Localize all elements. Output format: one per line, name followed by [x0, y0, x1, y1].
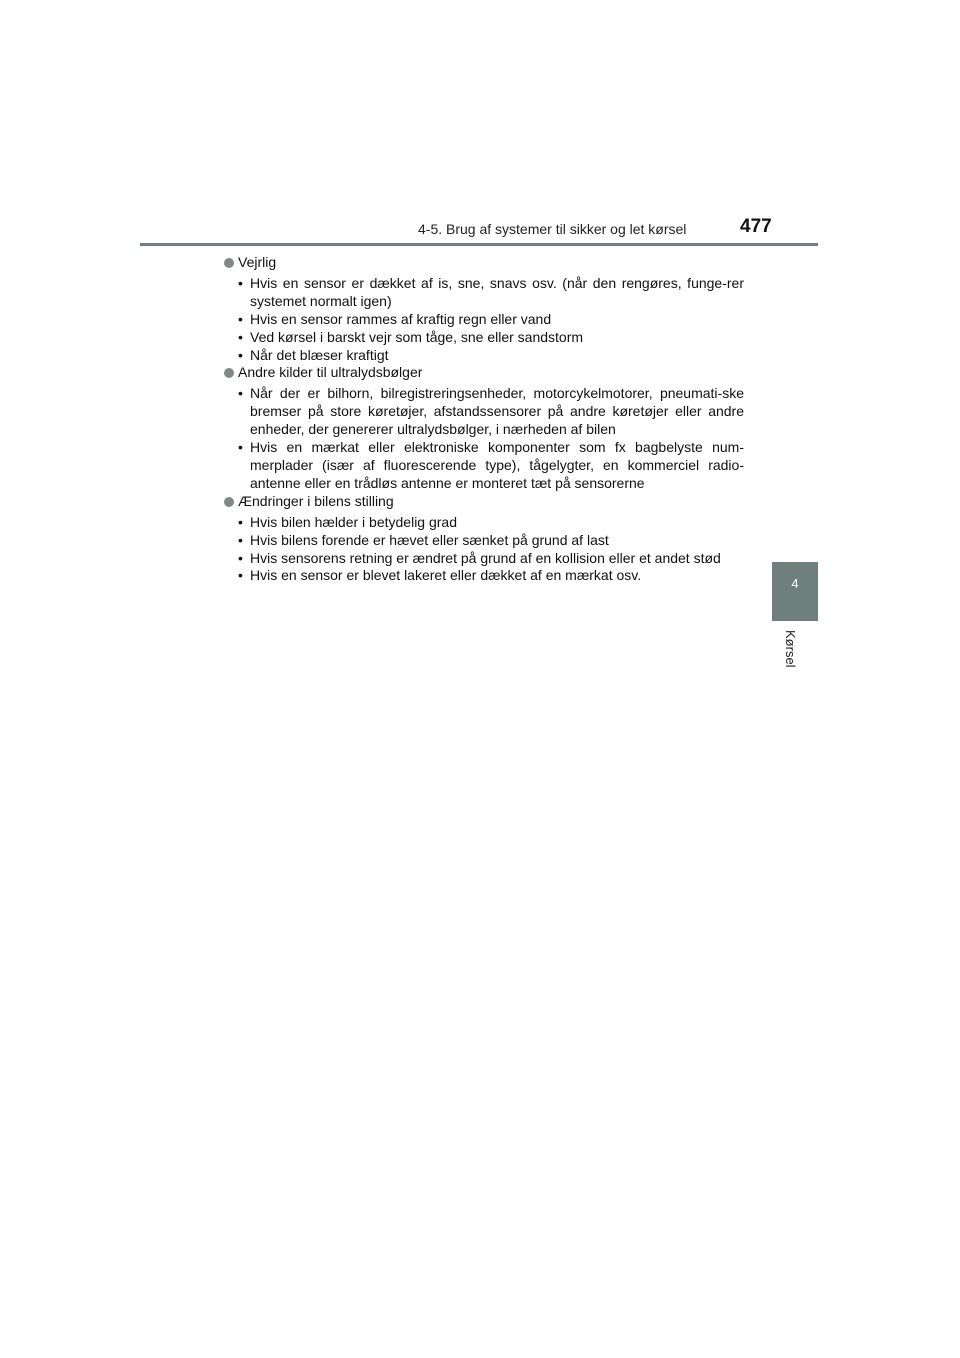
list-item: • Hvis en mærkat eller elektroniske komponenter som fx bagbelyste num-merplader (især af fluorescerende type), tågelygter, en kommerciel radio-antenne eller en trådløs antenne er monteret tæt på sensorerne: [238, 439, 744, 491]
group-ultrasonic-sources: [224, 364, 744, 492]
page-number: 477: [740, 216, 772, 237]
list-item: • Hvis sensorens retning er ændret på grund af en kollision eller et andet stød: [238, 549, 721, 566]
bullet-circle-icon: [224, 497, 234, 507]
list-item: • Ved kørsel i barskt vejr som tåge, sne eller sandstorm: [238, 328, 584, 345]
group-weather: [224, 254, 744, 364]
chapter-number: 4: [791, 576, 799, 591]
group-title: [224, 364, 744, 382]
item-list: [224, 514, 744, 586]
bullet-icon: •: [238, 549, 243, 566]
group-title-text: Vejrlig: [238, 254, 277, 270]
list-item: • Hvis en sensor er dækket af is, sne, snavs osv. (når den rengøres, funge-rer systemet normalt igen): [238, 274, 744, 309]
bullet-icon: •: [238, 531, 243, 548]
list-item: • Når det blæser kraftigt: [238, 346, 389, 363]
bullet-icon: •: [238, 328, 243, 345]
list-item: • Hvis bilen hælder i betydelig grad: [238, 513, 457, 530]
content-area: [224, 254, 744, 585]
group-title: [224, 493, 744, 511]
group-title-text: Ændringer i bilens stilling: [238, 492, 394, 509]
item-list: [224, 275, 744, 365]
chapter-tab: [772, 562, 818, 621]
list-item: • Hvis bilens forende er hævet eller sænket på grund af last: [238, 531, 609, 548]
bullet-icon: •: [238, 346, 243, 363]
bullet-circle-icon: [224, 368, 234, 378]
bullet-icon: •: [238, 385, 243, 402]
group-title-text: Andre kilder til ultralydsbølger: [238, 364, 423, 381]
bullet-icon: •: [238, 513, 243, 530]
list-item: • Hvis en sensor rammes af kraftig regn eller vand: [238, 310, 552, 327]
bullet-icon: •: [238, 310, 243, 327]
header-divider: [140, 243, 818, 246]
group-title: [224, 254, 744, 272]
section-title: 4-5. Brug af systemer til sikker og let kørsel: [418, 221, 687, 237]
item-list: [224, 385, 744, 492]
bullet-icon: •: [238, 274, 243, 291]
list-item: • Når der er bilhorn, bilregistreringsenheder, motorcykelmotorer, pneumati-ske bremser på store køretøjer, afstandssensorer på andre køretøjer eller andre enheder, der genererer ultralydsbølger, i nærheden af bilen: [238, 385, 744, 438]
bullet-circle-icon: [224, 258, 234, 268]
group-vehicle-posture: [224, 493, 744, 586]
list-item: • Hvis en sensor er blevet lakeret eller dækket af en mærkat osv.: [238, 567, 642, 584]
bullet-icon: •: [238, 567, 243, 584]
bullet-icon: •: [238, 439, 243, 456]
chapter-label: Kørsel: [783, 630, 798, 668]
